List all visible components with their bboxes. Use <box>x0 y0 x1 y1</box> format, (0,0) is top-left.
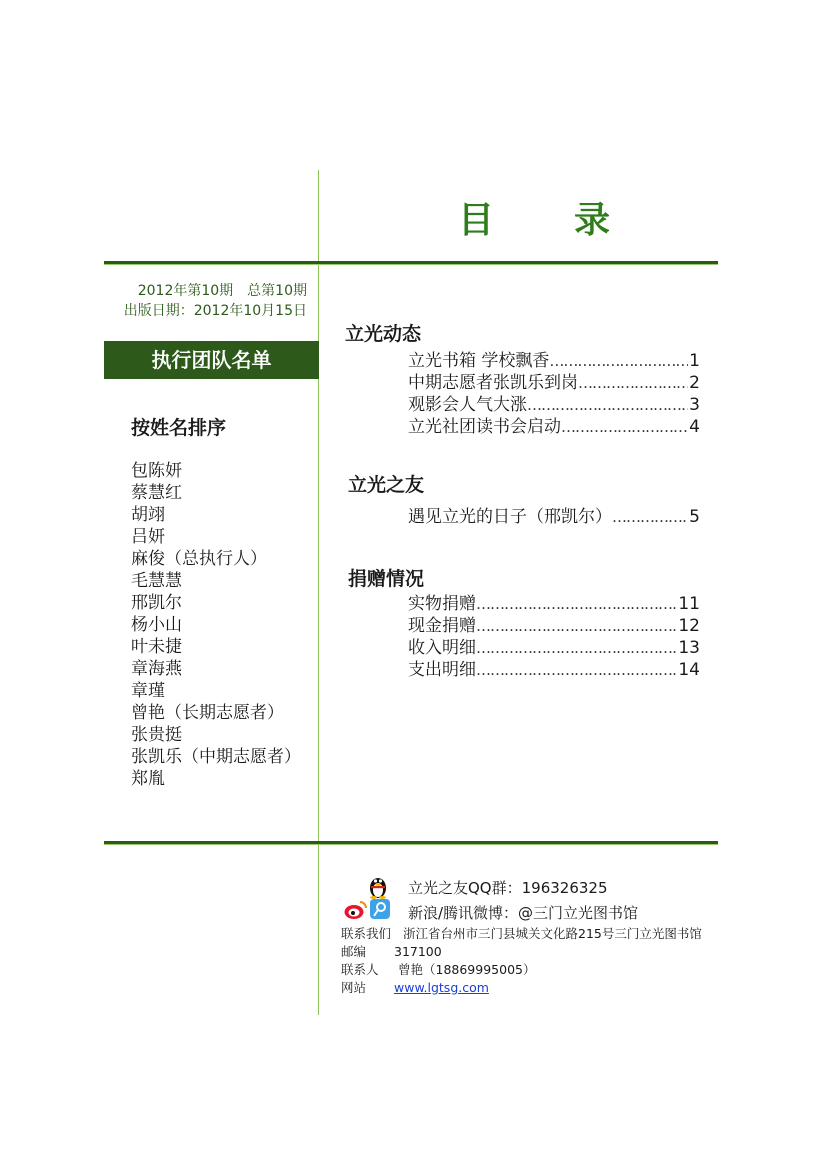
postcode: 317100 <box>394 944 442 959</box>
address-row <box>341 925 702 943</box>
leader-dots <box>476 637 677 659</box>
list-item: 毛慧慧 <box>131 571 182 591</box>
toc-page-number: 3 <box>689 395 700 415</box>
toc-entry-text: 支出明细 <box>408 660 476 680</box>
top-rule <box>104 261 718 264</box>
list-item: 邢凯尔 <box>131 593 182 613</box>
website-row <box>341 979 702 997</box>
publish-date: 出版日期：2012年10月15日 <box>123 303 307 319</box>
toc-entry[interactable] <box>408 659 700 681</box>
website-label: 网站 <box>341 980 367 995</box>
toc-entry-text: 收入明细 <box>408 638 476 658</box>
toc-entry[interactable] <box>408 637 700 659</box>
address: 浙江省台州市三门县城关文化路215号三门立光图书馆 <box>403 926 702 941</box>
toc-entry[interactable] <box>408 350 700 372</box>
toc-entry[interactable] <box>408 615 700 637</box>
postcode-row <box>341 943 702 961</box>
list-item: 章海燕 <box>131 659 182 679</box>
column-divider <box>318 170 319 1015</box>
toc-entry[interactable] <box>408 593 700 615</box>
leader-dots <box>476 615 677 637</box>
bottom-rule <box>104 841 718 844</box>
toc-entry-text: 中期志愿者张凯乐到岗 <box>408 373 578 393</box>
contact-person: 曾艳（18869995005） <box>398 962 536 977</box>
contact-person-label: 联系人 <box>341 962 379 977</box>
toc-page-number: 4 <box>689 417 700 437</box>
contact-info <box>341 925 702 997</box>
weibo-handle: 新浪/腾讯微博：@三门立光图书馆 <box>408 904 639 922</box>
list-item: 叶未捷 <box>131 637 182 657</box>
toc-page-number: 1 <box>689 351 700 371</box>
list-item: 郑胤 <box>131 769 165 789</box>
leader-dots <box>476 593 677 615</box>
list-item: 张贵挺 <box>131 725 182 745</box>
address-label: 联系我们 <box>341 926 392 941</box>
contact-person-row <box>341 961 702 979</box>
sort-heading: 按姓名排序 <box>131 417 227 439</box>
leader-dots <box>561 416 688 438</box>
toc-page-number: 14 <box>678 660 700 680</box>
toc-entry-text: 立光书箱 学校飘香 <box>408 351 550 371</box>
toc-page-number: 2 <box>689 373 700 393</box>
website-link[interactable]: www.lgtsg.com <box>394 980 489 995</box>
toc-list-donations <box>408 593 700 681</box>
leader-dots <box>476 659 677 681</box>
list-item: 包陈妍 <box>131 461 182 481</box>
list-item: 麻俊（总执行人） <box>131 549 267 569</box>
toc-page-number: 5 <box>689 507 700 527</box>
toc-entry[interactable] <box>408 394 700 416</box>
leader-dots <box>612 506 688 528</box>
leader-dots <box>527 394 688 416</box>
sina-weibo-icon <box>344 900 368 920</box>
toc-entry-text: 现金捐赠 <box>408 616 476 636</box>
list-item: 张凯乐（中期志愿者） <box>131 747 301 767</box>
postcode-label: 邮编 <box>341 944 367 959</box>
toc-entry-text: 实物捐赠 <box>408 594 476 614</box>
tencent-weibo-icon <box>370 899 390 919</box>
list-item: 章瑾 <box>131 681 165 701</box>
toc-list-friends <box>408 506 700 528</box>
section-title-news: 立光动态 <box>345 323 422 345</box>
toc-page-number: 13 <box>678 638 700 658</box>
toc-entry-text: 观影会人气大涨 <box>408 395 527 415</box>
list-item: 胡翊 <box>131 505 165 525</box>
section-title-friends: 立光之友 <box>348 474 425 496</box>
toc-entry[interactable] <box>408 416 700 438</box>
list-item: 吕妍 <box>131 527 165 547</box>
page-title: 目 录 <box>458 200 633 241</box>
leader-dots <box>578 372 688 394</box>
list-item: 杨小山 <box>131 615 182 635</box>
list-item: 蔡慧红 <box>131 483 182 503</box>
qq-group: 立光之友QQ群：196326325 <box>408 879 608 897</box>
toc-entry-text: 立光社团读书会启动 <box>408 417 561 437</box>
team-banner: 执行团队名单 <box>104 341 319 379</box>
toc-list-news <box>408 350 700 438</box>
issue-number: 2012年第10期 总第10期 <box>137 283 307 299</box>
toc-page-number: 12 <box>678 616 700 636</box>
team-member-list <box>131 460 301 790</box>
toc-page-number: 11 <box>678 594 700 614</box>
qq-penguin-icon <box>367 873 389 899</box>
toc-entry[interactable] <box>408 506 700 528</box>
toc-entry[interactable] <box>408 372 700 394</box>
list-item: 曾艳（长期志愿者） <box>131 703 284 723</box>
section-title-donations: 捐赠情况 <box>348 568 425 590</box>
issue-info <box>124 281 307 321</box>
toc-entry-text: 遇见立光的日子（邢凯尔） <box>408 507 612 527</box>
leader-dots <box>549 350 688 372</box>
